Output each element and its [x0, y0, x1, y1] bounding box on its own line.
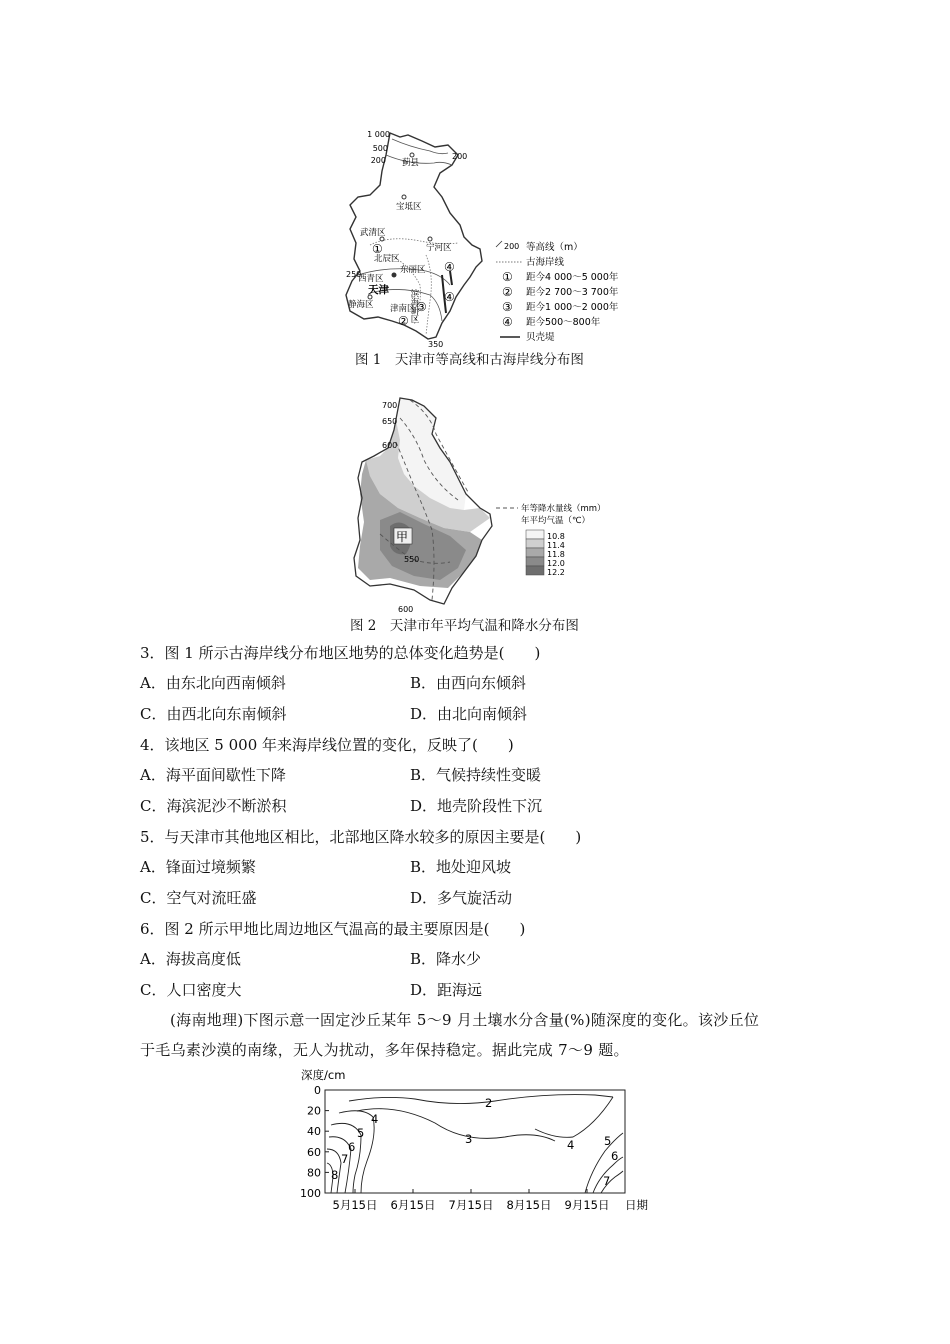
temp-swatch	[526, 539, 544, 548]
figure1-legend	[496, 241, 619, 343]
legend-text: 距今2 700～3 700年	[526, 287, 619, 298]
x-tick-label: 6月15日	[390, 1198, 436, 1212]
coast-marker: ③	[416, 300, 427, 314]
legend-symbol: ④	[502, 315, 513, 329]
q6-option-d: D．距海远	[410, 981, 483, 999]
x-tick-label: 7月15日	[448, 1198, 494, 1212]
temp-swatch	[526, 557, 544, 566]
legend-text: 贝壳堤	[526, 332, 555, 343]
figure1-caption: 图 1 天津市等高线和古海岸线分布图	[355, 352, 584, 368]
x-tick-label: 9月15日	[564, 1198, 610, 1212]
contour-line-2	[349, 1095, 613, 1104]
y-tick-label: 0	[314, 1084, 321, 1097]
contour-value-label: 7	[341, 1152, 349, 1166]
temp-swatch	[526, 566, 544, 575]
q6-option-c: C．人口密度大	[140, 981, 242, 999]
q4-option-a: A．海平面间歇性下降	[140, 766, 286, 784]
place-name: 宁河区	[426, 243, 452, 253]
place-name: 滨海新区	[409, 289, 419, 323]
question-3-stem: 3．图 1 所示古海岸线分布地区地势的总体变化趋势是( )	[140, 644, 541, 662]
figure2-caption: 图 2 天津市年平均气温和降水分布图	[350, 618, 579, 634]
temp-class: 12.2	[547, 568, 565, 577]
place-name: 西青区	[358, 274, 384, 284]
q4-option-b: B．气候持续性变暖	[410, 766, 542, 784]
contour-label: 200	[452, 152, 468, 161]
contour-line-3	[357, 1109, 555, 1141]
q5-option-b: B．地处迎风坡	[410, 858, 512, 876]
coast-marker: ④	[444, 290, 455, 304]
contour-label: 1 000	[367, 130, 390, 139]
coast-marker: ④	[444, 260, 455, 274]
contour-value-label: 3	[465, 1132, 473, 1146]
figure1-map	[330, 125, 640, 350]
intro-line-2: 于毛乌素沙漠的南缘，无人为扰动，多年保持稳定。据此完成 7～9 题。	[140, 1041, 629, 1059]
legend-symbol: ②	[502, 285, 513, 299]
contour-value-label: 2	[485, 1096, 493, 1110]
contour-value-label: 5	[357, 1126, 365, 1140]
legend-temp: 年平均气温（℃）	[521, 516, 591, 526]
q3-option-c: C．由西北向东南倾斜	[140, 705, 287, 723]
q5-option-d: D．多气旋活动	[410, 889, 513, 907]
legend-symbol: 200	[504, 242, 520, 251]
contour-label: 350	[428, 340, 444, 349]
legend-text: 距今4 000～5 000年	[526, 272, 619, 283]
isohyet-label: 650	[382, 417, 398, 426]
y-tick-label: 20	[307, 1104, 321, 1118]
contour-value-label: 6	[611, 1149, 619, 1163]
question-6-stem: 6．图 2 所示甲地比周边地区气温高的最主要原因是( )	[140, 920, 526, 938]
place-name: 津南区	[390, 304, 416, 314]
q6-option-a: A．海拔高度低	[140, 950, 241, 968]
question-5-stem: 5．与天津市其他地区相比，北部地区降水较多的原因主要是( )	[140, 828, 582, 846]
temp-class: 11.8	[547, 550, 565, 559]
place-jia: 甲	[396, 530, 409, 544]
contour-label: 250	[346, 270, 362, 279]
q5-option-c: C．空气对流旺盛	[140, 889, 257, 907]
isohyet-label: 600	[398, 605, 414, 614]
contour-label: 500	[372, 144, 388, 153]
coast-marker: ①	[372, 242, 383, 256]
q4-option-d: D．地壳阶段性下沉	[410, 797, 543, 815]
isohyet-label: 700	[382, 401, 398, 410]
contour-value-label: 6	[348, 1140, 356, 1154]
legend-symbol: ③	[502, 300, 513, 314]
question-4-stem: 4．该地区 5 000 年来海岸线位置的变化，反映了( )	[140, 736, 514, 754]
legend-symbol: ①	[502, 270, 513, 284]
temp-swatch	[526, 530, 544, 539]
y-axis-label: 深度/cm	[301, 1068, 346, 1082]
figure2-map	[340, 390, 630, 615]
place-name: 宝坻区	[396, 202, 422, 212]
soil-moisture-chart	[295, 1065, 660, 1215]
q4-option-c: C．海滨泥沙不断淤积	[140, 797, 287, 815]
contour-value-label: 4	[567, 1138, 575, 1152]
place-name: 武清区	[360, 228, 386, 238]
contour-value-label: 7	[603, 1174, 611, 1188]
place-name: 天津	[368, 284, 389, 296]
contour-label: 200	[370, 156, 386, 165]
temp-class: 12.0	[547, 559, 565, 568]
x-tick-label: 8月15日	[506, 1198, 552, 1212]
temp-class: 11.4	[547, 541, 565, 550]
q5-option-a: A．锋面过境频繁	[140, 858, 256, 876]
legend-text: 距今1 000～2 000年	[526, 302, 619, 313]
plot-frame	[325, 1090, 625, 1193]
contour-value-label: 8	[331, 1168, 339, 1182]
contour-value-label: 4	[371, 1112, 379, 1126]
place-name: 蓟县	[402, 158, 420, 168]
place-name: 东丽区	[400, 265, 426, 275]
x-axis-label: 日期	[625, 1198, 648, 1212]
temp-class: 10.8	[547, 532, 565, 541]
q6-option-b: B．降水少	[410, 950, 482, 968]
legend-text: 等高线（m）	[526, 242, 583, 253]
intro-line-1: (海南地理)下图示意一固定沙丘某年 5～9 月土壤水分含量(%)随深度的变化。该沙丘位	[170, 1011, 760, 1029]
temp-swatch	[526, 548, 544, 557]
contour-line-4-right	[535, 1097, 613, 1137]
y-tick-label: 80	[307, 1166, 321, 1180]
y-tick-label: 40	[307, 1125, 321, 1139]
legend-isohyet: 年等降水量线（mm）	[521, 504, 606, 514]
q3-option-d: D．由北向南倾斜	[410, 705, 528, 723]
place-name: 北辰区	[374, 254, 400, 264]
q3-option-b: B．由西向东倾斜	[410, 674, 527, 692]
x-tick-label: 5月15日	[332, 1198, 378, 1212]
y-tick-label: 60	[307, 1145, 321, 1159]
legend-text: 古海岸线	[526, 257, 565, 268]
coast-marker: ②	[398, 314, 409, 328]
contour-value-label: 5	[604, 1134, 612, 1148]
q3-option-a: A．由东北向西南倾斜	[140, 674, 286, 692]
figure2-legend	[496, 503, 606, 577]
legend-text: 距今500～800年	[526, 317, 601, 328]
place-name: 静海区	[348, 300, 374, 310]
y-tick-label: 100	[300, 1187, 321, 1200]
isohyet-label: 600	[382, 441, 398, 450]
isohyet-label: 550	[404, 555, 420, 564]
